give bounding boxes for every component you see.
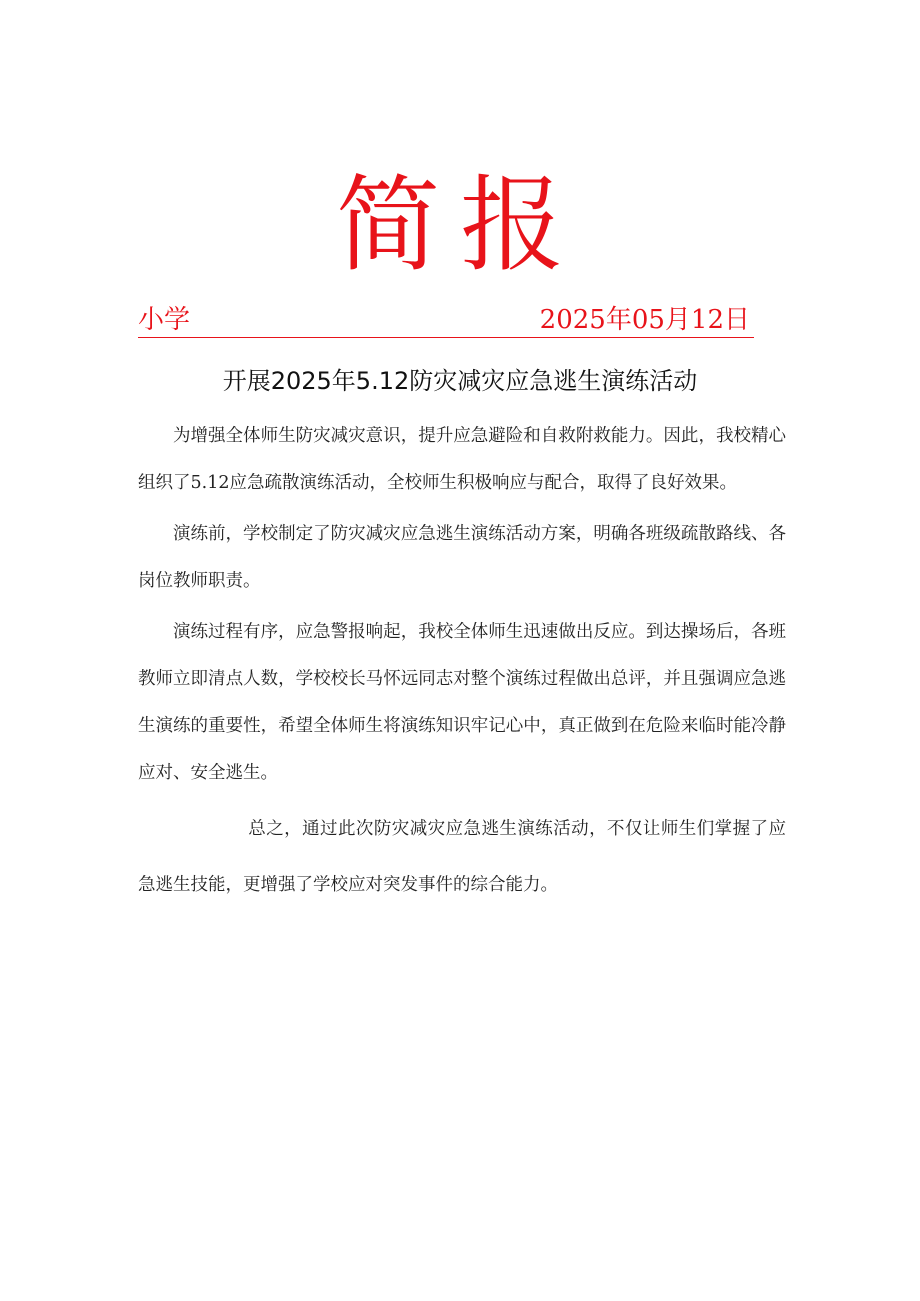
article-body: [138, 413, 786, 917]
masthead-title: 简报: [335, 164, 584, 286]
school-name: 小学: [138, 305, 191, 335]
dateline: [138, 303, 754, 338]
paragraph-preparation: 演练前，学校制定了防灾减灾应急逃生演练活动方案，明确各班级疏散路线、各岗位教师职责。: [138, 524, 786, 591]
paragraph-process: 演练过程有序，应急警报响起，我校全体师生迅速做出反应。到达操场后，各班教师立即清点人数，学校校长马怀远同志对整个演练过程做出总评，并且强调应急逃生演练的重要性，希望全体师生将演练知识牢记心中，真正做到在危险来临时能冷静应对、安全逃生。: [138, 622, 786, 783]
issue-date: 2025年05月12日: [539, 305, 750, 335]
paragraph-intro: 为增强全体师生防灾减灾意识，提升应急避险和自救附救能力。因此，我校精心组织了5.12应急疏散演练活动，全校师生积极响应与配合，取得了良好效果。: [138, 426, 786, 493]
paragraph-summary: 总之，通过此次防灾减灾应急逃生演练活动，不仅让师生们掌握了应急逃生技能，更增强了学校应对突发事件的综合能力。: [138, 819, 786, 895]
article-headline: 开展2025年5.12防灾减灾应急逃生演练活动: [222, 367, 698, 395]
